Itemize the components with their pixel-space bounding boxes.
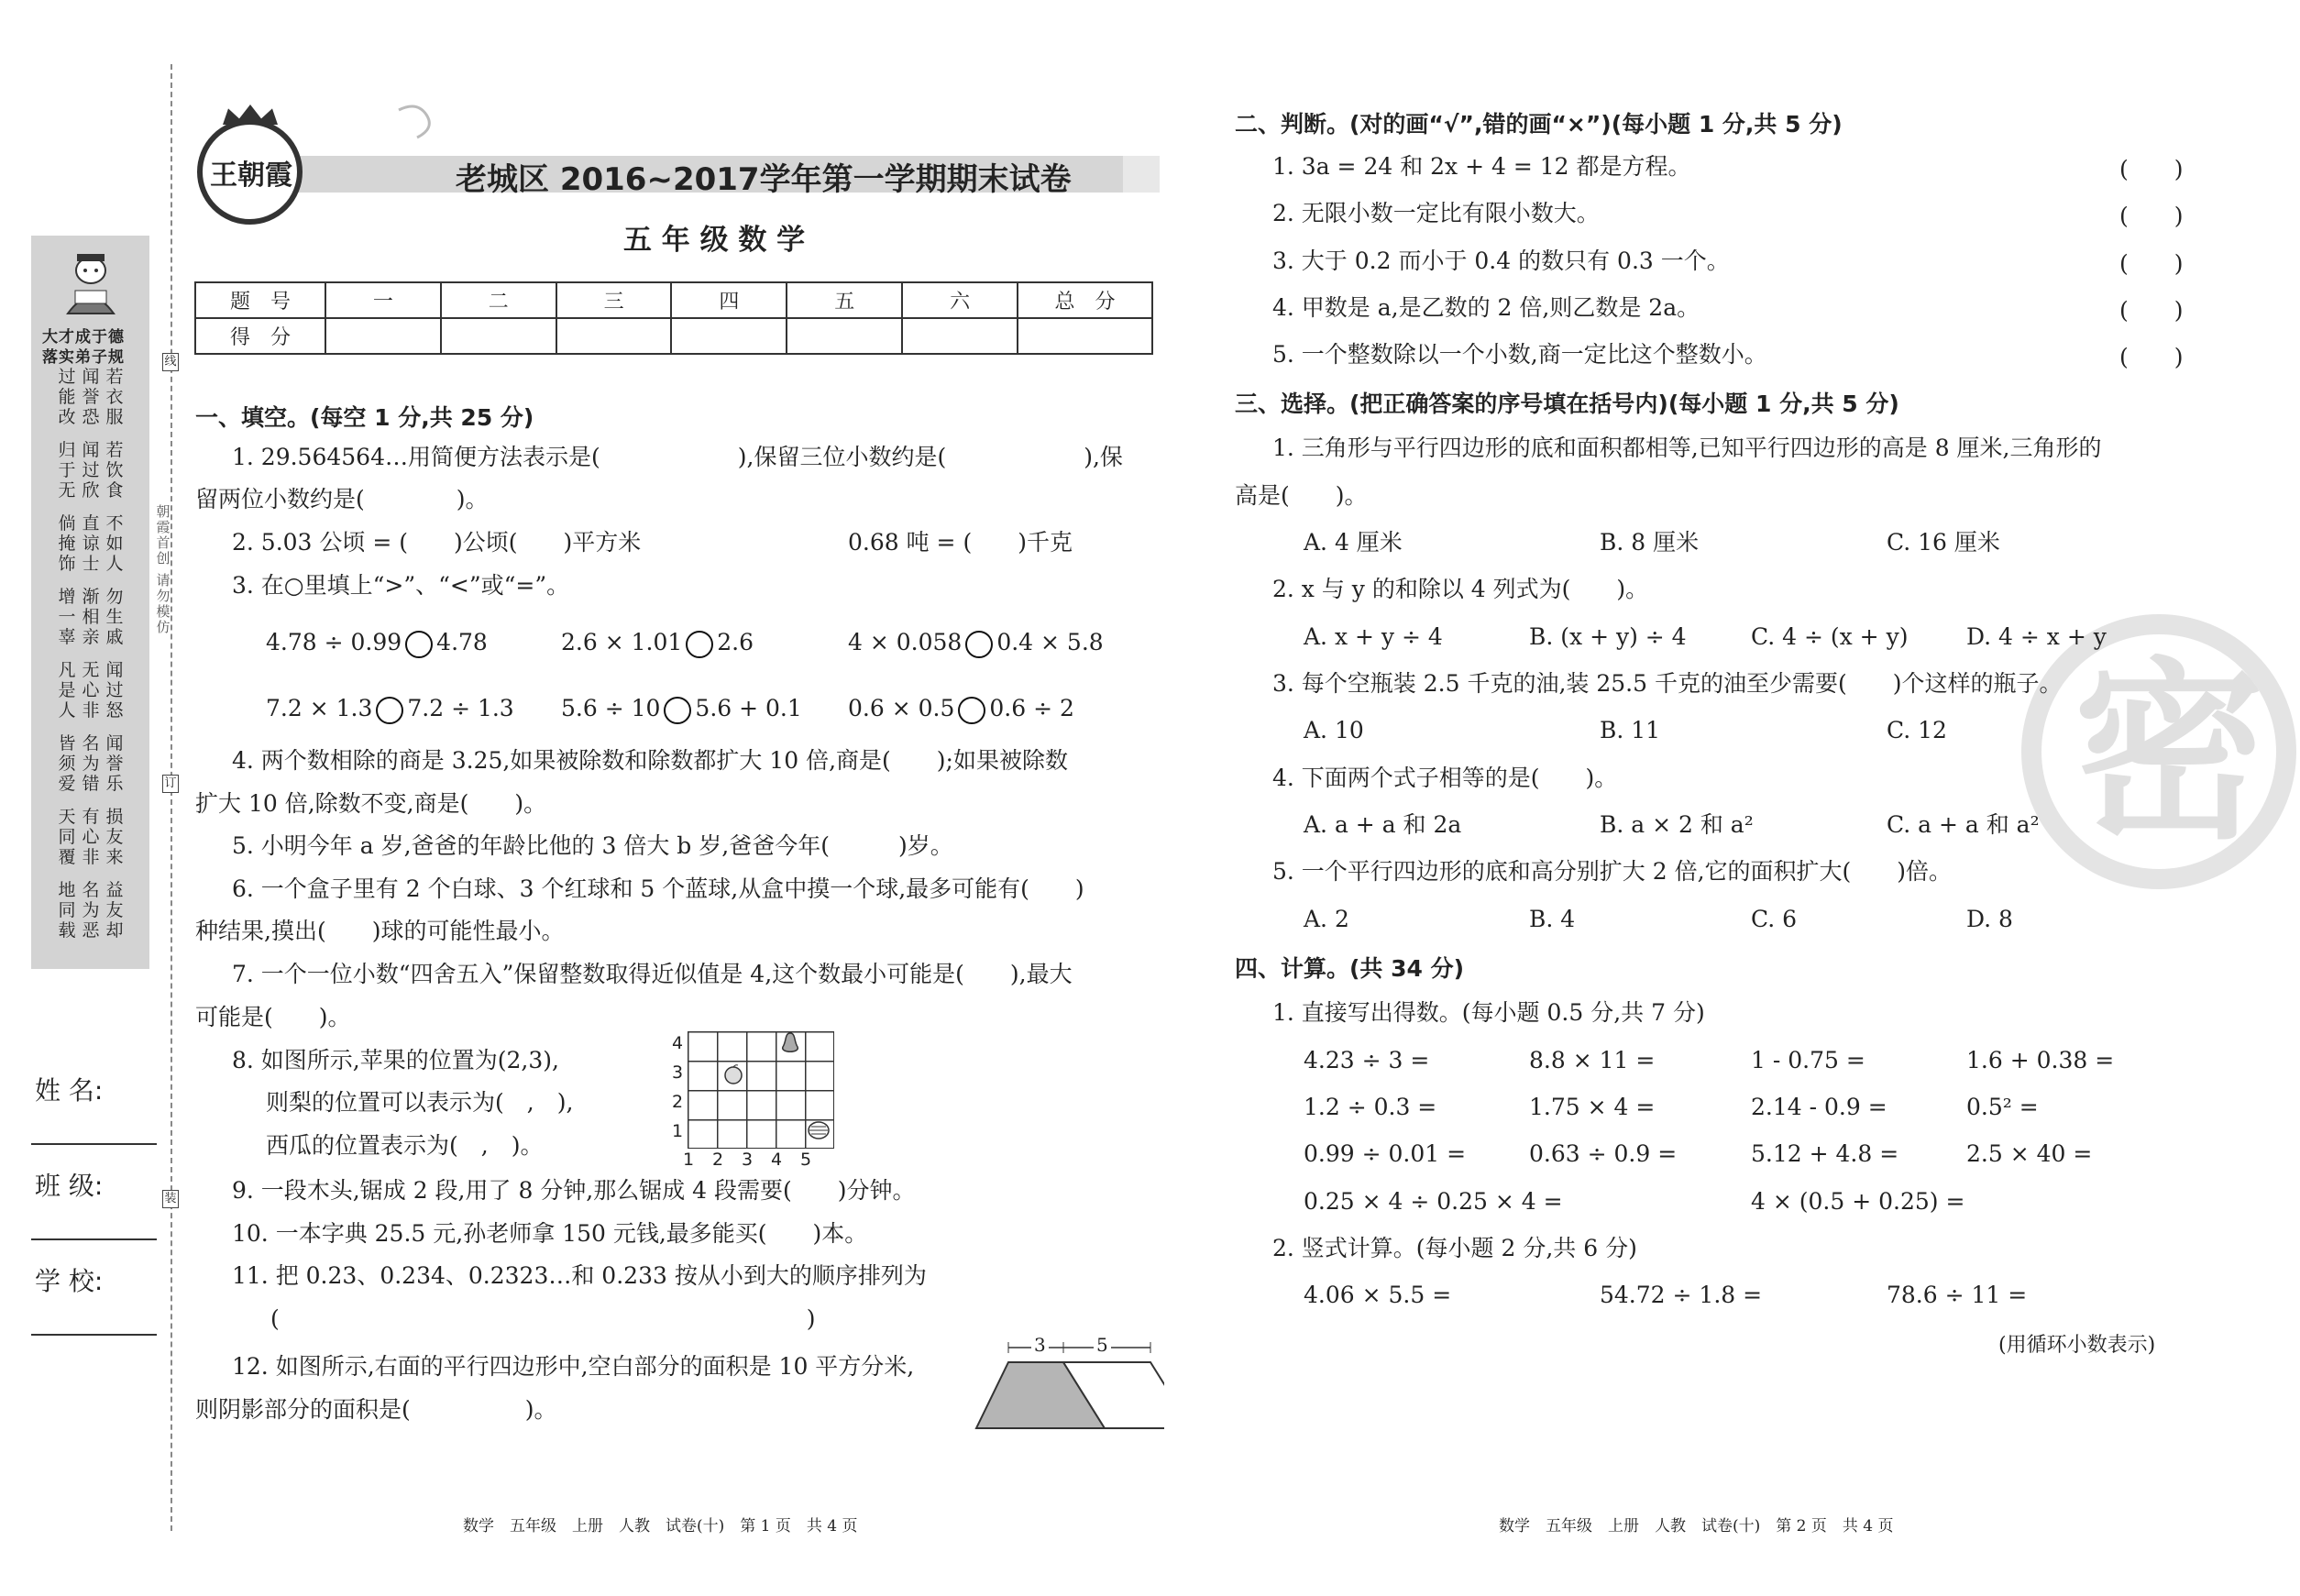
calc-item: 0.5² =: [1966, 1094, 2039, 1120]
section-4-title: 四、计算。(共 34 分): [1235, 955, 1465, 982]
question-text: 扩大 10 倍,除数不变,商是( )。: [195, 790, 547, 817]
score-input[interactable]: [325, 318, 441, 354]
question-text: 6. 一个盒子里有 2 个白球、3 个红球和 5 个蓝球,从盒中摸一个球,最多可能有( ): [232, 875, 1084, 902]
compare-item: [561, 627, 754, 658]
scholar-illustration: [59, 245, 123, 318]
option[interactable]: B. 11: [1600, 717, 1661, 743]
judge-item: 3. 大于 0.2 而小于 0.4 的数只有 0.3 一个。: [1272, 248, 1730, 274]
watermark-text: 密: [2074, 641, 2267, 865]
compare-item: [561, 693, 802, 724]
score-input[interactable]: [556, 318, 672, 354]
option[interactable]: C. 4 ÷ (x + y): [1751, 623, 1909, 650]
question-text: 5. 一个平行四边形的底和高分别扩大 2 倍,它的面积扩大( )倍。: [1272, 858, 1953, 885]
binding-mark-2: 订: [162, 775, 179, 793]
compare-right: 4.78: [436, 629, 488, 655]
compare-right: 7.2 ÷ 1.3: [407, 695, 514, 721]
question-text: 1. 29.564564…用简便方法表示是( ),保留三位小数约是( ),保: [232, 444, 1123, 470]
option[interactable]: D. 8: [1966, 906, 2013, 932]
option[interactable]: C. a + a 和 a²: [1887, 811, 2040, 838]
footer-right: 数学 五年级 上册 人教 试卷(十) 第 2 页 共 4 页: [1499, 1517, 1894, 1535]
calc-item: 0.63 ÷ 0.9 =: [1529, 1140, 1678, 1167]
motto-column: 凡是人: [58, 660, 76, 721]
question-text: 7. 一个一位小数“四舍五入”保留整数取得近似值是 4,这个数最小可能是( ),最大: [232, 961, 1073, 987]
motto-column: 闻誉乐: [105, 733, 124, 794]
calc-item: 54.72 ÷ 1.8 =: [1600, 1282, 1763, 1308]
calc-item: 1.75 × 4 =: [1529, 1094, 1656, 1120]
question-text: 3. 每个空瓶装 2.5 千克的油,装 25.5 千克的油至少需要( )个这样的瓶子。: [1272, 670, 2063, 697]
grid-x-label: 4: [771, 1150, 783, 1170]
score-cell: 二: [441, 282, 556, 318]
question-text: 5. 小明今年 a 岁,爸爸的年龄比他的 3 倍大 b 岁,爸爸今年( )岁。: [232, 832, 953, 859]
answer-paren[interactable]: ( ): [2119, 344, 2184, 370]
score-cell: 五: [787, 282, 902, 318]
answer-paren[interactable]: ( ): [2119, 250, 2184, 277]
motto-column: 地同载: [58, 880, 76, 941]
motto-1: 大才成于德: [42, 328, 125, 347]
compare-right: 0.4 × 5.8: [996, 629, 1104, 655]
option[interactable]: C. 16 厘米: [1887, 529, 2000, 556]
score-cell: 三: [556, 282, 672, 318]
grid-x-label: 1: [683, 1150, 695, 1170]
footer-left: 数学 五年级 上册 人教 试卷(十) 第 1 页 共 4 页: [463, 1517, 858, 1535]
motto-column: 归于无: [58, 440, 76, 501]
question-text: 2. 竖式计算。(每小题 2 分,共 6 分): [1272, 1235, 1637, 1261]
grid-y-label: 3: [672, 1062, 684, 1083]
score-cell: 四: [671, 282, 787, 318]
calc-item: 78.6 ÷ 11 =: [1887, 1282, 2028, 1308]
compare-circle[interactable]: [664, 697, 691, 724]
logo-badge: [197, 119, 303, 225]
section-1-title: 一、填空。(每空 1 分,共 25 分): [195, 404, 534, 431]
option[interactable]: C. 12: [1887, 717, 1947, 743]
score-cell: 题 号: [195, 282, 325, 318]
motto-column: 闻誉恐: [82, 367, 100, 427]
score-input[interactable]: [441, 318, 556, 354]
question-text: 留两位小数约是( )。: [195, 486, 489, 512]
calc-item: 1 - 0.75 =: [1751, 1047, 1865, 1073]
binding-mark-1: 线: [162, 353, 179, 371]
watermelon-icon: [807, 1120, 831, 1140]
motto-column: 直谅士: [82, 513, 100, 574]
parallelogram-figure: [972, 1335, 1164, 1432]
option[interactable]: B. (x + y) ÷ 4: [1529, 623, 1687, 650]
question-text: 11. 把 0.23、0.234、0.2323…和 0.233 按从小到大的顺序排列为: [232, 1262, 927, 1289]
grid-x-label: 2: [712, 1150, 724, 1170]
calc-item: 4.23 ÷ 3 =: [1304, 1047, 1430, 1073]
question-text: 9. 一段木头,锯成 2 段,用了 8 分钟,那么锯成 4 段需要( )分钟。: [232, 1177, 916, 1204]
calc-note: (用循环小数表示): [1998, 1334, 2156, 1357]
school-input-line[interactable]: [31, 1334, 157, 1336]
compare-right: 0.6 ÷ 2: [989, 695, 1074, 721]
motto-column: 天同覆: [58, 807, 76, 867]
question-text: 8. 如图所示,苹果的位置为(2,3),: [232, 1047, 559, 1073]
binding-mark-3: 装: [162, 1190, 179, 1208]
class-label: 班 级:: [35, 1171, 104, 1201]
answer-paren[interactable]: ( ): [2119, 203, 2184, 229]
score-input[interactable]: [902, 318, 1018, 354]
compare-left: 0.6 × 0.5: [848, 695, 955, 721]
section-2-title: 二、判断。(对的画“√”,错的画“×”)(每小题 1 分,共 5 分): [1235, 111, 1843, 138]
vertical-note-1: 朝霞首创: [156, 503, 171, 567]
question-text: 0.68 吨 = ( )千克: [848, 529, 1073, 556]
motto-column: 勿生戚: [105, 587, 124, 647]
motto-column: 益友却: [105, 880, 124, 941]
compare-left: 2.6 × 1.01: [561, 629, 683, 655]
question-text: 则阴影部分的面积是( )。: [195, 1396, 557, 1423]
question-text: 1. 直接写出得数。(每小题 0.5 分,共 7 分): [1272, 999, 1705, 1026]
name-label: 姓 名:: [35, 1075, 104, 1106]
compare-right: 2.6: [717, 629, 754, 655]
compare-circle[interactable]: [405, 631, 433, 658]
apple-icon: [722, 1063, 744, 1085]
question-text: 4. 两个数相除的商是 3.25,如果被除数和除数都扩大 10 倍,商是( );如果被除数: [232, 747, 1068, 774]
question-text: 3. 在○里填上“>”、“<”或“=”。: [232, 572, 570, 599]
compare-left: 4 × 0.058: [848, 629, 963, 655]
calc-item: 0.25 × 4 ÷ 0.25 × 4 =: [1304, 1188, 1563, 1215]
grid-y-label: 2: [672, 1092, 684, 1112]
motto-column: 增一辜: [58, 587, 76, 647]
motto-column: 闻过怒: [105, 660, 124, 721]
motto-column: 若饮食: [105, 440, 124, 501]
exam-title: 老城区 2016~2017学年第一学期期末试卷: [456, 161, 1072, 198]
question-text: 高是( )。: [1235, 482, 1368, 509]
calc-item: 2.14 - 0.9 =: [1751, 1094, 1887, 1120]
motto-column: 名为错: [82, 733, 100, 794]
question-text: 1. 三角形与平行四边形的底和面积都相等,已知平行四边形的高是 8 厘米,三角形的: [1272, 435, 2102, 461]
motto-column: 无心非: [82, 660, 100, 721]
grid-x-label: 3: [742, 1150, 754, 1170]
option[interactable]: A. x + y ÷ 4: [1304, 623, 1443, 650]
motto-column: 不如人: [105, 513, 124, 574]
compare-item: [848, 693, 1074, 724]
dimension-label: 5: [1094, 1334, 1111, 1356]
calc-item: 1.6 + 0.38 =: [1966, 1047, 2115, 1073]
option[interactable]: A. 4 厘米: [1304, 529, 1403, 556]
motto-column: 过能改: [58, 367, 76, 427]
compare-item: [266, 693, 514, 724]
option[interactable]: D. 4 ÷ x + y: [1966, 623, 2107, 650]
compare-right: 5.6 + 0.1: [695, 695, 802, 721]
answer-paren[interactable]: ( ): [2119, 297, 2184, 324]
logo-text: 王朝霞: [210, 160, 292, 192]
score-cell: 一: [325, 282, 441, 318]
calc-item: 2.5 × 40 =: [1966, 1140, 2093, 1167]
question-text: 2. x 与 y 的和除以 4 列式为( )。: [1272, 576, 1649, 602]
score-table-header-row: [195, 282, 1152, 318]
question-text: 2. 5.03 公顷 = ( )公顷( )平方米: [232, 529, 642, 556]
option[interactable]: A. a + a 和 2a: [1304, 811, 1462, 838]
calc-item: 4.06 × 5.5 =: [1304, 1282, 1452, 1308]
question-text: 种结果,摸出( )球的可能性最小。: [195, 918, 565, 944]
score-cell: 六: [902, 282, 1018, 318]
pear-icon: [779, 1030, 801, 1056]
score-table-score-row: [195, 318, 1152, 354]
class-input-line[interactable]: [31, 1238, 157, 1240]
grid-x-label: 5: [800, 1150, 812, 1170]
compare-left: 7.2 × 1.3: [266, 695, 373, 721]
option[interactable]: C. 6: [1751, 906, 1798, 932]
answer-paren[interactable]: ( ): [2119, 156, 2184, 182]
motto-column: 有心非: [82, 807, 100, 867]
motto-column: 若衣服: [105, 367, 124, 427]
compare-item: [848, 627, 1104, 658]
score-input[interactable]: [1018, 318, 1152, 354]
calc-item: 5.12 + 4.8 =: [1751, 1140, 1899, 1167]
section-3-title: 三、选择。(把正确答案的序号填在括号内)(每小题 1 分,共 5 分): [1235, 391, 1899, 417]
motto-column: 闻过欣: [82, 440, 100, 501]
calc-item: 4 × (0.5 + 0.25) =: [1751, 1188, 1965, 1215]
compare-circle[interactable]: [686, 631, 713, 658]
score-cell: 得 分: [195, 318, 325, 354]
calc-item: 1.2 ÷ 0.3 =: [1304, 1094, 1437, 1120]
exam-subtitle: 五 年 级 数 学: [623, 224, 806, 257]
compare-item: [266, 627, 488, 658]
score-cell: 总 分: [1018, 282, 1152, 318]
motto-column: 损友来: [105, 807, 124, 867]
option[interactable]: A. 2: [1304, 906, 1349, 932]
option[interactable]: B. 8 厘米: [1600, 529, 1700, 556]
option[interactable]: A. 10: [1304, 717, 1364, 743]
binding-strip: [31, 236, 149, 969]
compare-circle[interactable]: [958, 697, 985, 724]
question-text: 12. 如图所示,右面的平行四边形中,空白部分的面积是 10 平方分米,: [232, 1353, 915, 1380]
judge-item: 5. 一个整数除以一个小数,商一定比这个整数小。: [1272, 341, 1767, 368]
school-label: 学 校:: [35, 1266, 104, 1296]
compare-circle[interactable]: [965, 631, 993, 658]
motto-column: 渐相亲: [82, 587, 100, 647]
grid-y-label: 4: [672, 1033, 684, 1053]
vertical-note-2: 请勿模仿: [156, 572, 171, 635]
motto-2: 落实弟子规: [42, 348, 125, 367]
grid-y-label: 1: [672, 1121, 684, 1141]
motto-column: 皆须爱: [58, 733, 76, 794]
question-text: 10. 一本字典 25.5 元,孙老师拿 150 元钱,最多能买( )本。: [232, 1220, 868, 1247]
confidential-watermark: [2021, 614, 2296, 889]
compare-left: 4.78 ÷ 0.99: [266, 629, 402, 655]
judge-item: 1. 3a = 24 和 2x + 4 = 12 都是方程。: [1272, 153, 1691, 180]
score-input[interactable]: [671, 318, 787, 354]
dimension-label: 3: [1031, 1334, 1049, 1356]
option[interactable]: B. a × 2 和 a²: [1600, 811, 1754, 838]
compare-left: 5.6 ÷ 10: [561, 695, 661, 721]
calc-item: 0.99 ÷ 0.01 =: [1304, 1140, 1467, 1167]
option[interactable]: B. 4: [1529, 906, 1576, 932]
question-text: ( ): [270, 1305, 816, 1332]
motto-column: 倘掩饰: [58, 513, 76, 574]
name-input-line[interactable]: [31, 1143, 157, 1145]
score-table: [194, 281, 1153, 355]
question-text: 西瓜的位置表示为( , )。: [266, 1132, 544, 1159]
question-text: 可能是( )。: [195, 1004, 351, 1030]
judge-item: 4. 甲数是 a,是乙数的 2 倍,则乙数是 2a。: [1272, 294, 1700, 321]
compare-circle[interactable]: [376, 697, 403, 724]
score-input[interactable]: [787, 318, 902, 354]
calc-item: 8.8 × 11 =: [1529, 1047, 1656, 1073]
question-text: 则梨的位置可以表示为( , ),: [266, 1089, 574, 1116]
motto-column: 名为恶: [82, 880, 100, 941]
judge-item: 2. 无限小数一定比有限小数大。: [1272, 200, 1600, 226]
question-text: 4. 下面两个式子相等的是( )。: [1272, 765, 1618, 791]
cut-line: [171, 64, 172, 1531]
